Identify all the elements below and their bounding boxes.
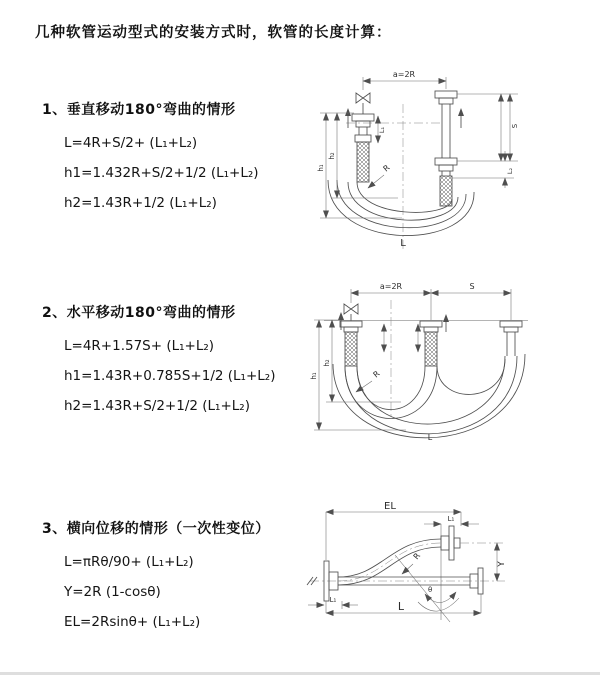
diagram-vertical-180-bend bbox=[306, 66, 596, 264]
section-1-heading: 1、垂直移动180°弯曲的情形 bbox=[42, 102, 236, 118]
dimension-Y bbox=[497, 543, 507, 581]
flange bbox=[449, 526, 454, 560]
dimension-L1-bottom bbox=[308, 596, 358, 609]
page-title: 几种软管运动型式的安装方式时，软管的长度计算： bbox=[35, 25, 392, 41]
dimension-L1-top bbox=[424, 515, 479, 524]
formula-h2: h2=1.43R+1/2 (L₁+L₂) bbox=[64, 195, 217, 211]
label-L2: L₂ bbox=[506, 167, 514, 175]
union-nut bbox=[355, 135, 371, 142]
label-R: R bbox=[381, 163, 392, 174]
hose-s-curve bbox=[338, 539, 441, 585]
label-L1-top: L₁ bbox=[447, 515, 455, 523]
section-1-formulas bbox=[42, 128, 342, 218]
flange bbox=[435, 91, 457, 98]
dimension-L bbox=[326, 594, 481, 613]
movement-arrow-up bbox=[338, 312, 449, 332]
label-R: R bbox=[411, 551, 423, 562]
label-L-length: L bbox=[400, 238, 406, 249]
flange bbox=[340, 321, 362, 327]
label-L-length: L bbox=[427, 433, 433, 442]
section-vertical-movement bbox=[42, 99, 342, 218]
section-3-formulas bbox=[42, 547, 342, 637]
section-3-heading: 3、横向位移的情形（一次性变位） bbox=[42, 521, 270, 537]
label-L1: L₁ bbox=[378, 126, 386, 134]
dimension-S bbox=[431, 282, 511, 293]
dimension-R bbox=[356, 369, 382, 392]
label-h2: h₂ bbox=[328, 152, 336, 160]
straight-pipe bbox=[310, 568, 505, 594]
formula-L: L=4R+S/2+ (L₁+L₂) bbox=[64, 135, 198, 151]
label-theta: θ bbox=[428, 586, 433, 594]
dimension-a-2R bbox=[351, 282, 431, 293]
hose-u-bend bbox=[333, 354, 525, 438]
right-pipe-assembly bbox=[435, 91, 457, 206]
formula-EL: EL=2Rsinθ+ (L₁+L₂) bbox=[64, 614, 201, 630]
formula-L: L=4R+1.57S+ (L₁+L₂) bbox=[64, 338, 215, 354]
valve-icon bbox=[356, 93, 370, 114]
flange-lower bbox=[435, 158, 457, 165]
formula-h1: h1=1.432R+S/2+1/2 (L₁+L₂) bbox=[64, 165, 259, 181]
label-h1: h₁ bbox=[317, 164, 325, 172]
right-pipe-assembly bbox=[500, 321, 522, 356]
flange bbox=[500, 321, 522, 327]
dimension-R bbox=[402, 551, 422, 574]
section-2-heading: 2、水平移动180°弯曲的情形 bbox=[42, 305, 236, 321]
label-R: R bbox=[371, 369, 382, 380]
section-horizontal-movement bbox=[42, 302, 342, 421]
section-2-formulas bbox=[42, 331, 342, 421]
braided-hose-section bbox=[425, 332, 437, 366]
label-h2: h₂ bbox=[323, 359, 331, 367]
diagram-horizontal-180-bend bbox=[306, 278, 596, 450]
angle-theta bbox=[395, 555, 459, 622]
label-S: S bbox=[469, 282, 475, 291]
flange bbox=[420, 321, 442, 327]
label-h1: h₁ bbox=[310, 372, 318, 380]
braided-hose-section bbox=[345, 332, 357, 366]
braided-hose-section bbox=[440, 176, 452, 206]
dimension-S bbox=[457, 94, 519, 161]
dimension-L1 bbox=[378, 116, 386, 143]
label-S: S bbox=[511, 123, 519, 129]
label-EL: EL bbox=[384, 501, 396, 512]
left-pipe-assembly bbox=[352, 114, 374, 182]
label-L1-bottom: L₁ bbox=[329, 596, 337, 604]
section-lateral-displacement bbox=[42, 518, 342, 637]
left-pipe-assembly bbox=[340, 321, 362, 366]
label-L-length: L bbox=[397, 600, 405, 613]
valve-icon bbox=[344, 304, 358, 321]
formula-h1: h1=1.43R+0.785S+1/2 (L₁+L₂) bbox=[64, 368, 276, 384]
label-a-2R: a=2R bbox=[379, 282, 403, 291]
label-a-2R: a=2R bbox=[392, 70, 416, 79]
dimension-a-2R bbox=[363, 70, 446, 90]
label-Y: Y bbox=[497, 561, 507, 567]
upper-flange-assembly bbox=[441, 526, 505, 560]
end-length-marks bbox=[384, 324, 418, 352]
dimension-L2 bbox=[452, 151, 514, 188]
flange bbox=[352, 114, 374, 121]
formula-Y: Y=2R (1-cosθ) bbox=[64, 584, 161, 600]
braided-hose-section bbox=[357, 142, 369, 182]
formula-L: L=πRθ/90+ (L₁+L₂) bbox=[64, 554, 194, 570]
formula-h2: h2=1.43R+S/2+1/2 (L₁+L₂) bbox=[64, 398, 250, 414]
diagram-lateral-displacement bbox=[298, 498, 598, 666]
dimension-R bbox=[368, 163, 392, 188]
middle-pipe-assembly bbox=[420, 321, 442, 366]
